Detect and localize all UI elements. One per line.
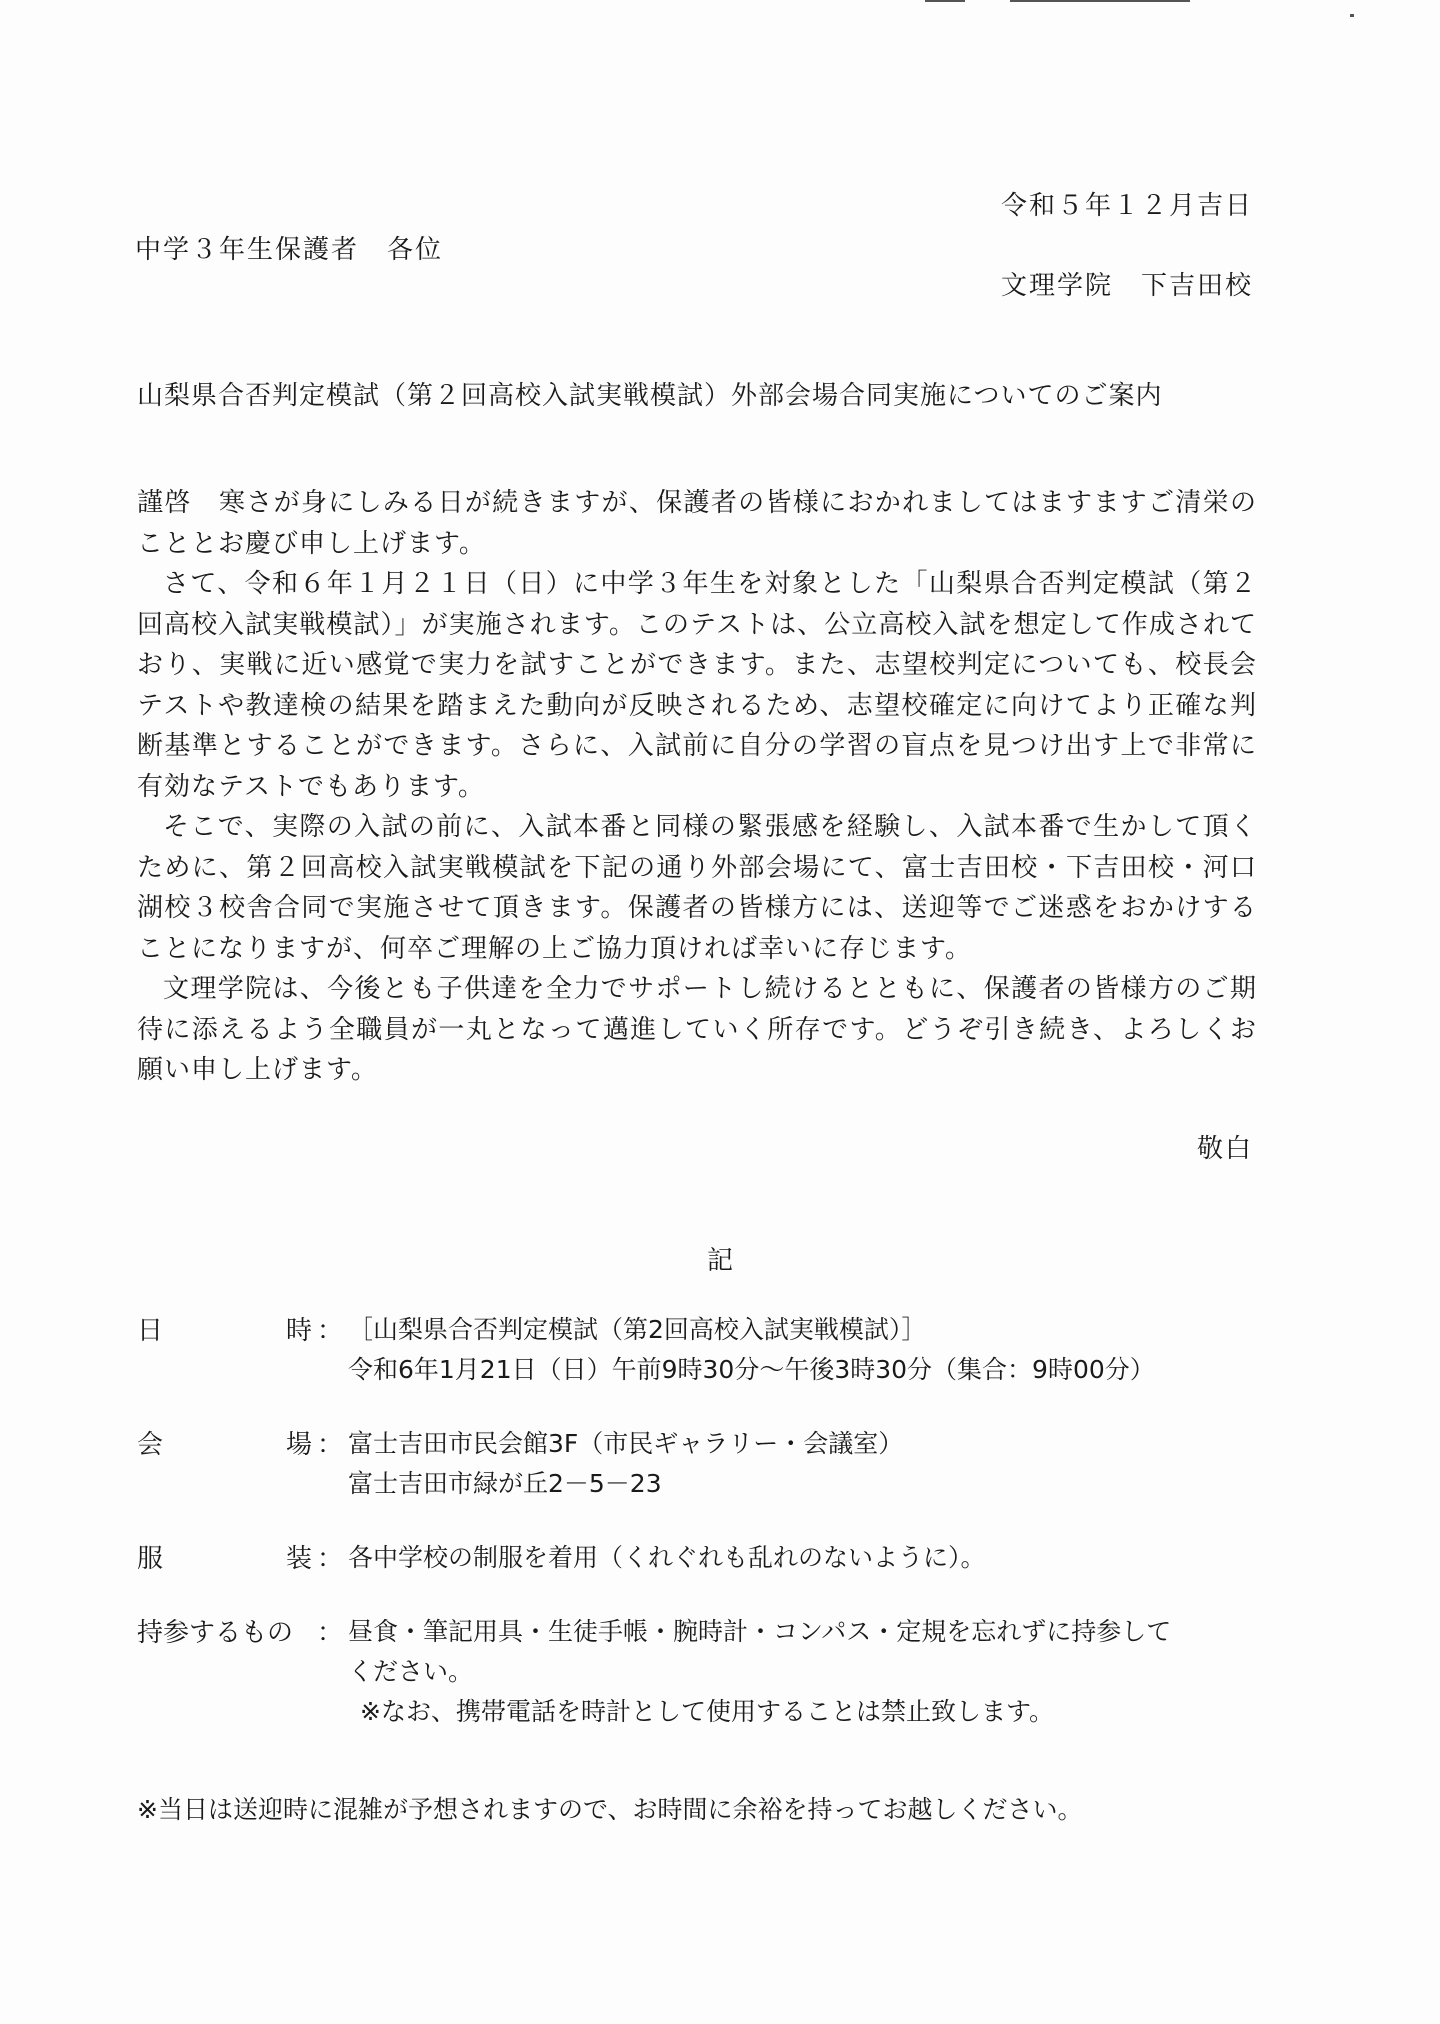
letter-closing: 敬白	[1196, 1134, 1253, 1164]
detail-colon: ：	[316, 1316, 343, 1346]
detail-row-datetime	[137, 1310, 1287, 1390]
detail-values	[348, 1310, 1287, 1390]
detail-values	[348, 1538, 1287, 1578]
detail-colon: ：	[316, 1544, 343, 1574]
detail-row-attire	[137, 1538, 1287, 1578]
detail-row-venue	[137, 1424, 1287, 1504]
body-paragraph-greeting: 謹啓 寒さが身にしみる日が続きますが、保護者の皆様におかれましてはますますご清栄のこととお慶び申し上げます。	[137, 488, 1257, 559]
detail-exam-name: ［山梨県合否判定模試（第2回高校入試実戦模試）］	[348, 1315, 927, 1344]
letter-sender: 文理学院 下吉田校	[1000, 271, 1253, 301]
letter-date: 令和５年１２月吉日	[1000, 191, 1253, 221]
detail-label: 服 装	[137, 1544, 312, 1574]
detail-exam-datetime: 令和6年1月21日（日）午前9時30分～午後3時30分（集合：9時00分）	[348, 1355, 1155, 1384]
scan-mark	[1350, 14, 1354, 17]
detail-row-belongings	[137, 1612, 1287, 1732]
detail-label: 会 場	[137, 1430, 312, 1460]
scan-mark	[1010, 0, 1190, 2]
letter-recipient: 中学３年生保護者 各位	[135, 235, 444, 265]
detail-phone-notice: ※なお、携帯電話を時計として使用することは禁止致します。	[360, 1697, 1054, 1726]
detail-venue-address: 富士吉田市緑が丘2－5－23	[348, 1469, 662, 1498]
detail-values	[348, 1424, 1287, 1504]
footer-note: ※当日は送迎時に混雑が予想されますので、お時間に余裕を持ってお越しください。	[137, 1795, 1083, 1824]
letter-title: 山梨県合否判定模試（第２回高校入試実戦模試）外部会場合同実施についてのご案内	[137, 381, 1163, 411]
body-paragraph-announcement: さて、令和６年１月２１日（日）に中学３年生を対象とした「山梨県合否判定模試（第２回高校入試実戦模試）」が実施されます。このテストは、公立高校入試を想定して作成されており、実戦に近い感覚で実力を試すことができます。また、志望校判定についても、校長会テストや教達検の結果を踏まえた動向が反映されるため、志望校確定に向けてより正確な判断基準とすることができます。さらに、入試前に自分の学習の盲点を見つけ出す上で非常に有効なテストでもあります。	[137, 569, 1257, 802]
body-paragraph-venue-notice: そこで、実際の入試の前に、入試本番と同様の緊張感を経験し、入試本番で生かして頂くために、第２回高校入試実戦模試を下記の通り外部会場にて、富士吉田校・下吉田校・河口湖校３校舎合同で実施させて頂きます。保護者の皆様方には、送迎等でご迷惑をおかけすることになりますが、何卒ご理解の上ご協力頂ければ幸いに存じます。	[137, 812, 1257, 964]
detail-values	[348, 1612, 1287, 1732]
ki-heading: 記	[706, 1246, 733, 1276]
scan-mark	[925, 0, 965, 2]
detail-label: 日 時	[137, 1316, 312, 1346]
details-list	[137, 1310, 1287, 1766]
letter-body	[137, 483, 1257, 1091]
detail-belongings-text-cont: ください。	[348, 1657, 474, 1686]
body-paragraph-commitment: 文理学院は、今後とも子供達を全力でサポートし続けるとともに、保護者の皆様方のご期待に添えるよう全職員が一丸となって邁進していく所存です。どうぞ引き続き、よろしくお願い申し上げます。	[137, 974, 1257, 1085]
detail-colon: ：	[316, 1618, 343, 1648]
detail-attire-text: 各中学校の制服を着用（くれぐれも乱れのないように）。	[348, 1543, 986, 1572]
detail-belongings-text: 昼食・筆記用具・生徒手帳・腕時計・コンパス・定規を忘れずに持参して	[348, 1617, 1172, 1646]
detail-label: 持参するもの	[137, 1618, 294, 1648]
detail-venue-name: 富士吉田市民会館3F（市民ギャラリー・会議室）	[348, 1429, 904, 1458]
detail-colon: ：	[316, 1430, 343, 1460]
